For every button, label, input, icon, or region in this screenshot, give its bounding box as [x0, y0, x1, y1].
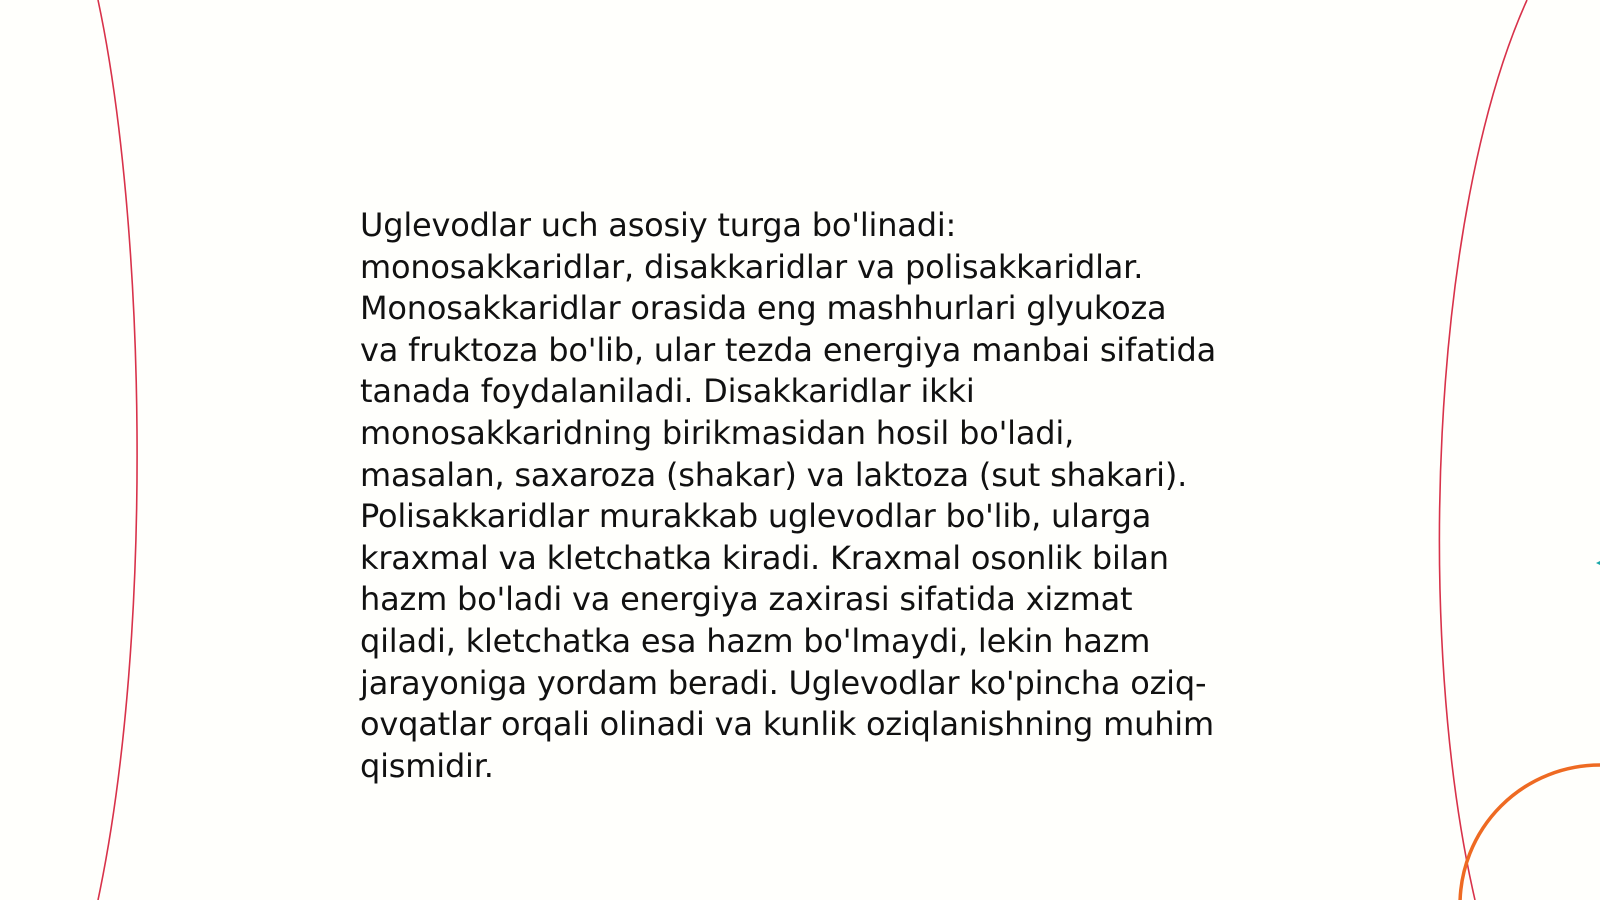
paragraph-line: masalan, saxaroza (shakar) va laktoza (sut shakari).: [360, 455, 1188, 494]
paragraph-line: Polisakkaridlar murakkab uglevodlar bo'lib, ularga: [360, 497, 1152, 536]
paragraph-line: hazm bo'ladi va energiya zaxirasi sifatida xizmat: [360, 580, 1133, 619]
right-arc-line: [1439, 0, 1527, 900]
paragraph-line: qiladi, kletchatka esa hazm bo'lmaydi, lekin hazm: [360, 621, 1151, 660]
left-arc-line: [98, 0, 137, 900]
paragraph-line: monosakkaridlar, disakkaridlar va polisakkaridlar.: [360, 247, 1144, 286]
paragraph-line: tanada foydalaniladi. Disakkaridlar ikki: [360, 372, 975, 411]
paragraph-line: ovqatlar orqali olinadi va kunlik oziqlanishning muhim: [360, 705, 1214, 744]
paragraph-line: kraxmal va kletchatka kiradi. Kraxmal osonlik bilan: [360, 538, 1169, 577]
paragraph-line: Monosakkaridlar orasida eng mashhurlari glyukoza: [360, 289, 1167, 328]
paragraph-line: monosakkaridning birikmasidan hosil bo'ladi,: [360, 413, 1075, 452]
paragraph-line: qismidir.: [360, 746, 494, 785]
paragraph-line: Uglevodlar uch asosiy turga bo'linadi:: [360, 206, 957, 244]
teal-accent-mark: [1596, 561, 1600, 565]
body-paragraph: [360, 205, 1260, 787]
paragraph-line: jarayoniga yordam beradi. Uglevodlar ko'pincha oziq-: [360, 663, 1207, 702]
paragraph-line: va fruktoza bo'lib, ular tezda energiya manbai sifatida: [360, 330, 1217, 369]
orange-circle-outline: [1460, 765, 1600, 900]
